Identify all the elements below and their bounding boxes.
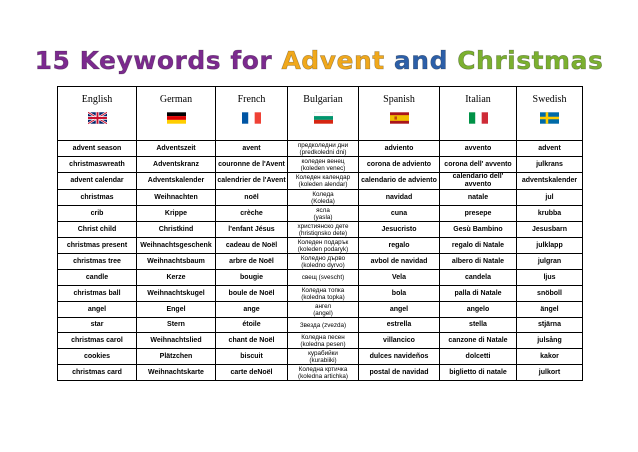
language-name: English (81, 94, 113, 105)
cell-italian: dolcetti (440, 349, 517, 365)
table-row (58, 157, 583, 173)
cell-spanish: avbol de navidad (359, 254, 440, 270)
cell-german: Krippe (137, 206, 216, 222)
cell-swedish: advent (517, 141, 583, 157)
table-header-row (58, 87, 583, 141)
bulgaria-flag-icon (314, 112, 333, 124)
cell-french: calendrier de l'Avent (216, 173, 288, 190)
language-name: German (159, 94, 193, 105)
table-row (58, 286, 583, 302)
cell-french: l'enfant Jésus (216, 222, 288, 238)
cell-german: Weihnachtsgeschenk (137, 238, 216, 254)
language-name: French (237, 94, 266, 105)
cell-english: star (58, 318, 137, 333)
cell-spanish: calendario de adviento (359, 173, 440, 190)
table-row (58, 318, 583, 333)
cell-swedish: ängel (517, 302, 583, 318)
cell-italian: biglietto di natale (440, 365, 517, 381)
cell-english: christmas carol (58, 333, 137, 349)
cell-spanish: regalo (359, 238, 440, 254)
cell-bulgarian: Коледна кртичка (koledna artichka) (288, 365, 359, 381)
title-part-and: and (384, 46, 458, 75)
cell-bulgarian: Коледа (Koleda) (288, 190, 359, 206)
cell-english: christmas (58, 190, 137, 206)
cell-french: crèche (216, 206, 288, 222)
cell-italian: canzone di Natale (440, 333, 517, 349)
cell-english: crib (58, 206, 137, 222)
table-row (58, 349, 583, 365)
cell-italian: presepe (440, 206, 517, 222)
cell-english: christmas present (58, 238, 137, 254)
cell-english: angel (58, 302, 137, 318)
cell-swedish: kakor (517, 349, 583, 365)
cell-italian: corona dell' avvento (440, 157, 517, 173)
cell-german: Weihnachtsbaum (137, 254, 216, 270)
cell-italian: stella (440, 318, 517, 333)
cell-french: étoile (216, 318, 288, 333)
cell-bulgarian: Коледно дърво (koledno dyrvo) (288, 254, 359, 270)
cell-swedish: julkrans (517, 157, 583, 173)
cell-german: Kerze (137, 270, 216, 286)
cell-french: cadeau de Noël (216, 238, 288, 254)
table-row (58, 173, 583, 190)
table-row (58, 238, 583, 254)
cell-bulgarian: християнско дете (hristiqnsko dete) (288, 222, 359, 238)
table-row (58, 141, 583, 157)
cell-spanish: villancico (359, 333, 440, 349)
cell-bulgarian: Коледна песен (koledna pesen) (288, 333, 359, 349)
cell-french: chant de Noël (216, 333, 288, 349)
sweden-flag-icon (540, 112, 559, 124)
germany-flag-icon (167, 112, 186, 124)
cell-german: Weihnachtskarte (137, 365, 216, 381)
cell-french: couronne de l'Avent (216, 157, 288, 173)
cell-english: christmas card (58, 365, 137, 381)
cell-spanish: estrella (359, 318, 440, 333)
header-cell-italian (440, 87, 517, 141)
table-row (58, 333, 583, 349)
table-row (58, 302, 583, 318)
cell-swedish: stjärna (517, 318, 583, 333)
cell-french: biscuit (216, 349, 288, 365)
cell-swedish: julkort (517, 365, 583, 381)
cell-swedish: Jesusbarn (517, 222, 583, 238)
title-part-advent: Advent (281, 46, 385, 75)
cell-english: advent calendar (58, 173, 137, 190)
table-row (58, 254, 583, 270)
page-title (0, 46, 638, 76)
cell-english: candle (58, 270, 137, 286)
cell-german: Adventszeit (137, 141, 216, 157)
cell-german: Stern (137, 318, 216, 333)
cell-swedish: snöboll (517, 286, 583, 302)
table-row (58, 270, 583, 286)
cell-italian: natale (440, 190, 517, 206)
cell-english: Christ child (58, 222, 137, 238)
cell-italian: avvento (440, 141, 517, 157)
cell-french: bougie (216, 270, 288, 286)
header-cell-bulgarian (288, 87, 359, 141)
cell-bulgarian: свещ (svescht) (288, 270, 359, 286)
table-row (58, 365, 583, 381)
cell-swedish: julklapp (517, 238, 583, 254)
cell-swedish: krubba (517, 206, 583, 222)
italy-flag-icon (469, 112, 488, 124)
cell-spanish: navidad (359, 190, 440, 206)
cell-swedish: julgran (517, 254, 583, 270)
header-cell-french (216, 87, 288, 141)
cell-italian: Gesù Bambino (440, 222, 517, 238)
cell-bulgarian: коледен венец (koleden venec) (288, 157, 359, 173)
table-body (58, 141, 583, 381)
cell-bulgarian: Звезда (zvezda) (288, 318, 359, 333)
cell-english: christmas tree (58, 254, 137, 270)
cell-swedish: jul (517, 190, 583, 206)
cell-french: carte deNoël (216, 365, 288, 381)
cell-german: Weihnachtskugel (137, 286, 216, 302)
cell-italian: palla di Natale (440, 286, 517, 302)
cell-german: Adventskranz (137, 157, 216, 173)
language-name: Spanish (383, 94, 415, 105)
cell-italian: angelo (440, 302, 517, 318)
cell-swedish: ljus (517, 270, 583, 286)
spain-flag-icon (390, 112, 409, 124)
cell-italian: regalo di Natale (440, 238, 517, 254)
table-row (58, 222, 583, 238)
language-name: Bulgarian (303, 94, 343, 105)
uk-flag-icon (88, 112, 107, 124)
cell-spanish: Jesucristo (359, 222, 440, 238)
cell-english: cookies (58, 349, 137, 365)
cell-italian: candela (440, 270, 517, 286)
cell-spanish: angel (359, 302, 440, 318)
cell-french: noël (216, 190, 288, 206)
cell-spanish: postal de navidad (359, 365, 440, 381)
header-cell-german (137, 87, 216, 141)
cell-french: arbre de Noël (216, 254, 288, 270)
language-name: Swedish (532, 94, 567, 105)
cell-spanish: bola (359, 286, 440, 302)
cell-bulgarian: курабийки (kurabiiki) (288, 349, 359, 365)
cell-swedish: julsång (517, 333, 583, 349)
cell-spanish: cuna (359, 206, 440, 222)
cell-french: ange (216, 302, 288, 318)
cell-german: Christkind (137, 222, 216, 238)
table-row (58, 190, 583, 206)
header-cell-spanish (359, 87, 440, 141)
cell-english: christmas ball (58, 286, 137, 302)
keywords-table (57, 86, 583, 381)
cell-spanish: adviento (359, 141, 440, 157)
cell-french: boule de Noël (216, 286, 288, 302)
cell-spanish: dulces navideños (359, 349, 440, 365)
header-cell-swedish (517, 87, 583, 141)
table-row (58, 206, 583, 222)
cell-english: advent season (58, 141, 137, 157)
title-part-christmas: Christmas (457, 46, 604, 75)
cell-bulgarian: Коледен подарък (koleden podaryk) (288, 238, 359, 254)
header-cell-english (58, 87, 137, 141)
title-part-keywords: 15 Keywords for (34, 46, 282, 75)
cell-german: Plätzchen (137, 349, 216, 365)
cell-german: Engel (137, 302, 216, 318)
cell-bulgarian: предколедни дни (predkoledni dni) (288, 141, 359, 157)
cell-spanish: corona de adviento (359, 157, 440, 173)
cell-italian: albero di Natale (440, 254, 517, 270)
cell-italian: calendario dell' avvento (440, 173, 517, 190)
language-name: Italian (465, 94, 491, 105)
cell-swedish: adventskalender (517, 173, 583, 190)
cell-french: avent (216, 141, 288, 157)
cell-english: christmaswreath (58, 157, 137, 173)
cell-german: Adventskalender (137, 173, 216, 190)
cell-german: Weihnachten (137, 190, 216, 206)
cell-bulgarian: Коледна топка (koledna topka) (288, 286, 359, 302)
france-flag-icon (242, 112, 261, 124)
cell-spanish: Vela (359, 270, 440, 286)
cell-bulgarian: ясла (yasla) (288, 206, 359, 222)
cell-german: Weihnachtslied (137, 333, 216, 349)
cell-bulgarian: Коледен календар (koleden alendar) (288, 173, 359, 190)
cell-bulgarian: ангел (angel) (288, 302, 359, 318)
